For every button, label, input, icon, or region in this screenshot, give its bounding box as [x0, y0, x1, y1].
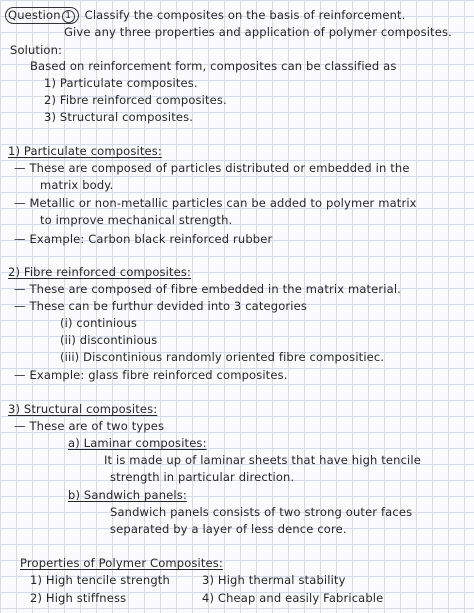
type-item-2: 2) Fibre reinforced composites. [44, 93, 227, 107]
question-line-1 [5, 7, 406, 24]
question-text-1: Classify the composites on the basis of reinforcement. [84, 8, 406, 22]
structural-heading: 3) Structural composites: [8, 402, 158, 416]
laminar-text-1: It is made up of laminar sheets that have high tencile [104, 453, 421, 467]
structural-bullet-1: — These are of two types [14, 419, 165, 433]
property-2: 2) High stiffness [30, 591, 127, 605]
laminar-text-2: strength in particular direction. [110, 470, 295, 484]
fibre-sub-1: (i) continious [60, 316, 138, 330]
question-label-box [5, 7, 79, 24]
property-1: 1) High tencile strength [30, 573, 170, 587]
sandwich-text-2: separated by a layer of less dence core. [110, 522, 347, 536]
type-item-1: 1) Particulate composites. [44, 76, 198, 90]
particulate-heading: 1) Particulate composites: [8, 144, 162, 158]
fibre-sub-2: (ii) discontinious [60, 333, 158, 347]
particulate-bullet-1b: matrix body. [40, 178, 114, 192]
property-4: 4) Cheap and easily Fabricable [202, 591, 384, 605]
particulate-bullet-2a: — Metallic or non-metallic particles can be added to polymer matrix [14, 196, 417, 210]
type-item-3: 3) Structural composites. [44, 110, 194, 124]
property-3: 3) High thermal stability [202, 573, 346, 587]
particulate-example: — Example: Carbon black reinforced rubber [14, 232, 273, 246]
solution-label: Solution: [10, 43, 63, 57]
fibre-sub-3: (iii) Discontinious randomly oriented fibre compositiec. [60, 350, 385, 364]
laminar-heading: a) Laminar composites: [68, 436, 207, 450]
fibre-bullet-2: — These can be furthur devided into 3 categories [14, 299, 307, 313]
solution-intro: Based on reinforcement form, composites can be classified as [30, 59, 397, 73]
sandwich-heading: b) Sandwich panels: [68, 488, 187, 502]
sandwich-text-1: Sandwich panels consists of two strong outer faces [110, 505, 413, 519]
question-label: Question [8, 8, 61, 22]
properties-heading: Properties of Polymer Composites: [20, 556, 223, 570]
fibre-bullet-1: — These are composed of fibre embedded in the matrix material. [14, 282, 401, 296]
fibre-example: — Example: glass fibre reinforced composites. [14, 368, 288, 382]
question-number: 1 [62, 10, 75, 23]
particulate-bullet-2b: to improve mechanical strength. [40, 213, 233, 227]
particulate-bullet-1a: — These are composed of particles distributed or embedded in the [14, 161, 410, 175]
question-text-2: Give any three properties and application of polymer composites. [64, 25, 452, 39]
fibre-heading: 2) Fibre reinforced composites: [8, 265, 192, 279]
